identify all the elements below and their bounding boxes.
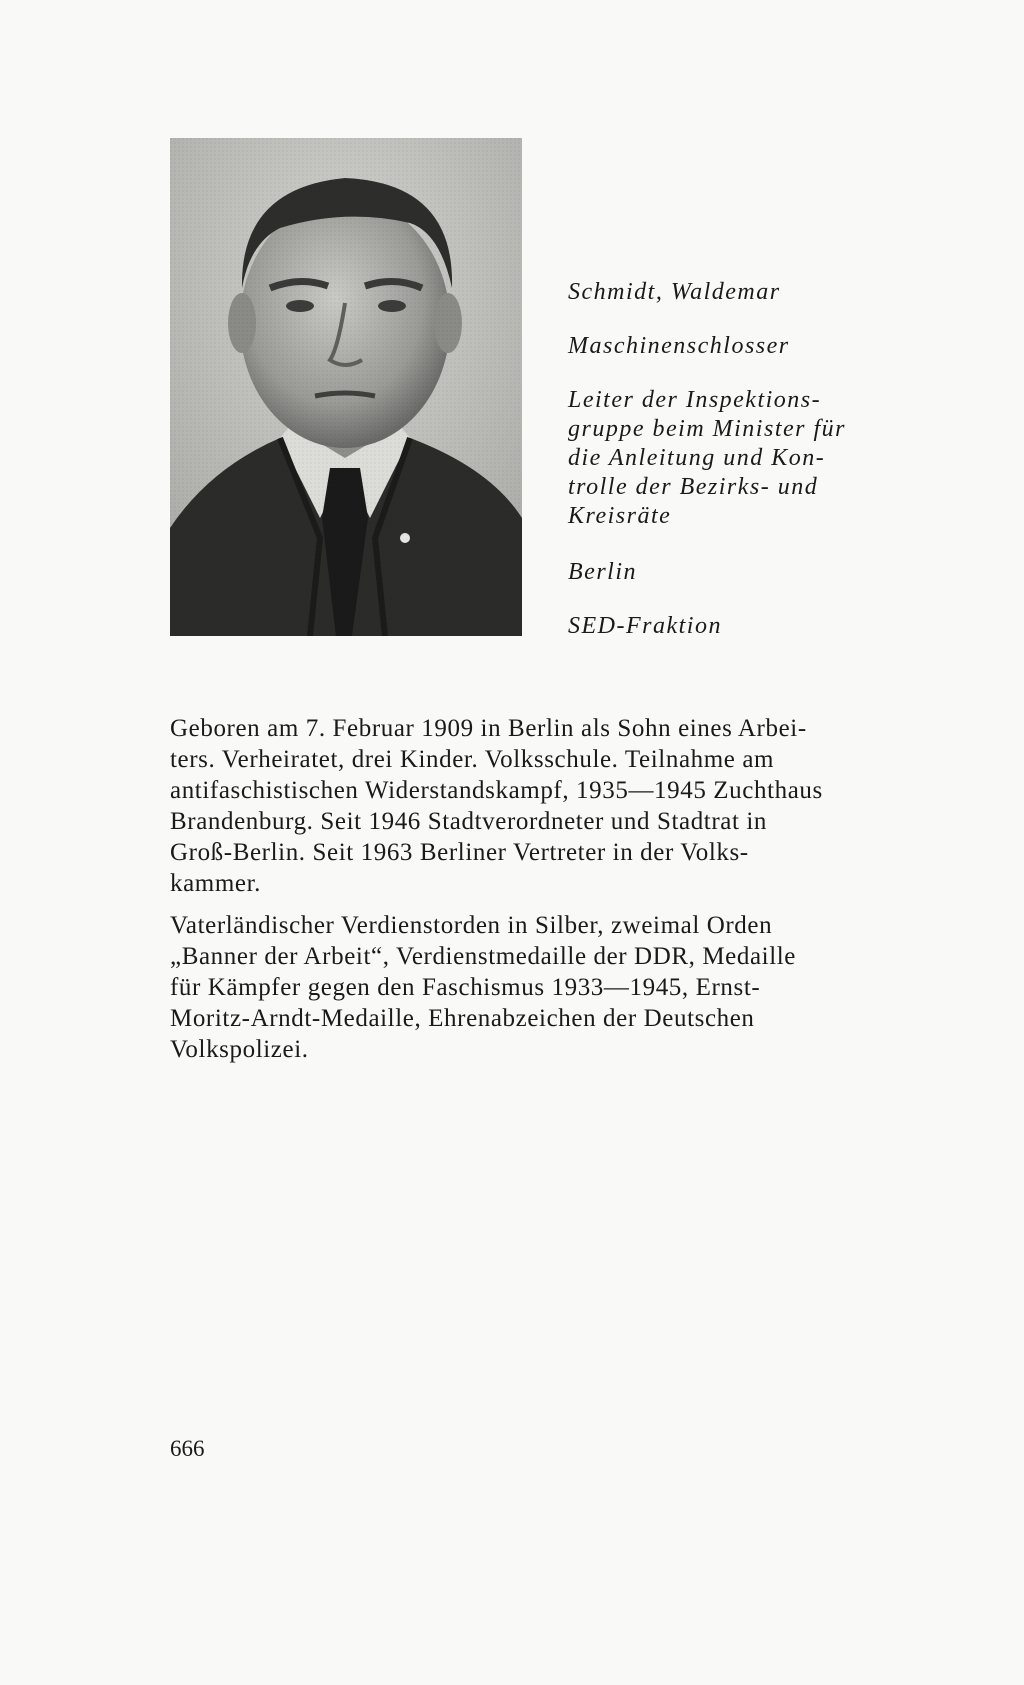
person-profession: Maschinenschlosser [568, 333, 790, 359]
person-position: Leiter der Inspektions- gruppe beim Minister für die Anleitung und Kon- trolle der Bezirks- und Kreisräte [568, 387, 846, 529]
page-number: 666 [170, 1436, 205, 1461]
person-name: Schmidt, Waldemar [568, 279, 781, 305]
person-info [568, 278, 908, 666]
biography-paragraph-2: Vaterländischer Verdienstorden in Silber, zweimal Orden „Banner der Arbeit“, Verdienstmedaille der DDR, Medaille für Kämpfer gegen den Faschismus 1933—1945, Ernst- Moritz-Arndt-Medaille, Ehrenabzeichen der Deutschen Volkspolizei. [170, 912, 796, 1063]
biography-paragraph-1: Geboren am 7. Februar 1909 in Berlin als Sohn eines Arbei- ters. Verheiratet, drei Kinder. Volksschule. Teilnahme am antifaschistischen Widerstandskampf, 1935—1945 Zuchthaus Brandenburg. Seit 1946 Stadtverordneter und Stadtrat in Groß-Berlin. Seit 1963 Berliner Vertreter in der Volks- kammer. [170, 715, 823, 897]
portrait-image [170, 138, 522, 636]
biography [170, 713, 926, 1076]
portrait-photo [170, 138, 522, 636]
person-city: Berlin [568, 559, 637, 585]
person-faction: SED-Fraktion [568, 613, 722, 639]
